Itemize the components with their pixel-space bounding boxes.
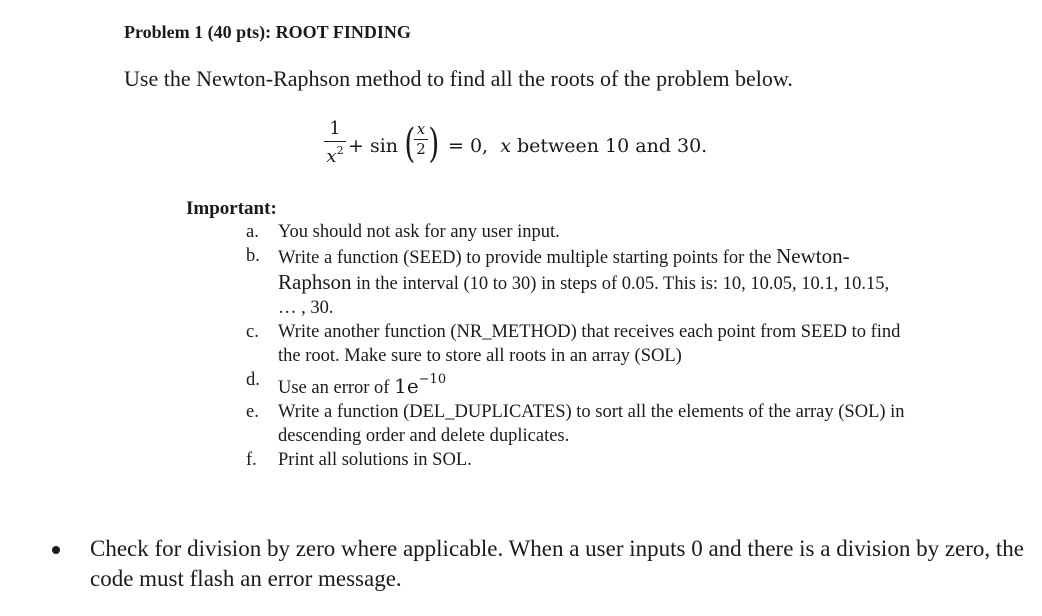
list-item: [246, 448, 906, 472]
bullet-text: Check for division by zero where applicable. When a user inputs 0 and there is a division by zero, the code must flash an error message.: [90, 536, 1024, 591]
list-item-text: You should not ask for any user input.: [278, 222, 560, 242]
requirements-list: [246, 220, 906, 472]
fraction-numerator: x: [416, 120, 426, 138]
fraction-bar: [324, 141, 346, 142]
list-item: [246, 400, 906, 448]
list-marker: a.: [246, 222, 259, 242]
list-item-text-large: Raphson: [278, 270, 352, 294]
error-exponent: $1e^{-10}$: [394, 372, 447, 398]
list-item-text: Write a function (DEL_DUPLICATES) to sort all the elements of the array (SOL) in descending order and delete duplicates.: [278, 402, 905, 446]
list-item-text: Write another function (NR_METHOD) that receives each point from SEED to find the root. Make sure to store all roots in an array (SOL): [278, 322, 901, 366]
important-label: Important:: [186, 198, 277, 219]
list-item: [246, 320, 906, 368]
list-item-text: Print all solutions in SOL.: [278, 450, 472, 470]
list-item-text-large: Newton-: [776, 244, 850, 268]
list-item-text: Write a function (SEED) to provide multiple starting points for the: [278, 248, 777, 268]
fraction-numerator: 1: [329, 118, 341, 139]
list-marker: e.: [246, 402, 259, 422]
list-marker: b.: [246, 246, 260, 266]
list-marker: c.: [246, 322, 259, 342]
equation-rest: = 0, x between 10 and 30.: [448, 135, 708, 157]
list-item: [246, 244, 906, 320]
problem-title: Problem 1 (40 pts): ROOT FINDING: [124, 22, 411, 42]
fraction-denominator: $x^2$: [326, 144, 344, 167]
list-item: [246, 368, 906, 400]
fraction-denominator: 2: [416, 140, 426, 158]
list-item-text: Use an error of: [278, 378, 395, 398]
list-marker: d.: [246, 370, 260, 390]
right-paren: ): [428, 121, 440, 167]
plus-sin: + sin: [348, 135, 399, 157]
left-paren: (: [404, 121, 416, 167]
fraction-one-over-x-squared: [324, 120, 346, 166]
list-marker: f.: [246, 450, 257, 470]
intro-text: Use the Newton-Raphson method to find all the roots of the problem below.: [124, 66, 793, 91]
list-item-text: in the interval (10 to 30) in steps of 0.05. This is: 10, 10.05, 10.1, 10.15, … , 30.: [278, 274, 890, 318]
fraction-x-over-2: [414, 122, 428, 157]
bullet-icon: [52, 546, 60, 554]
list-item: [246, 220, 906, 244]
